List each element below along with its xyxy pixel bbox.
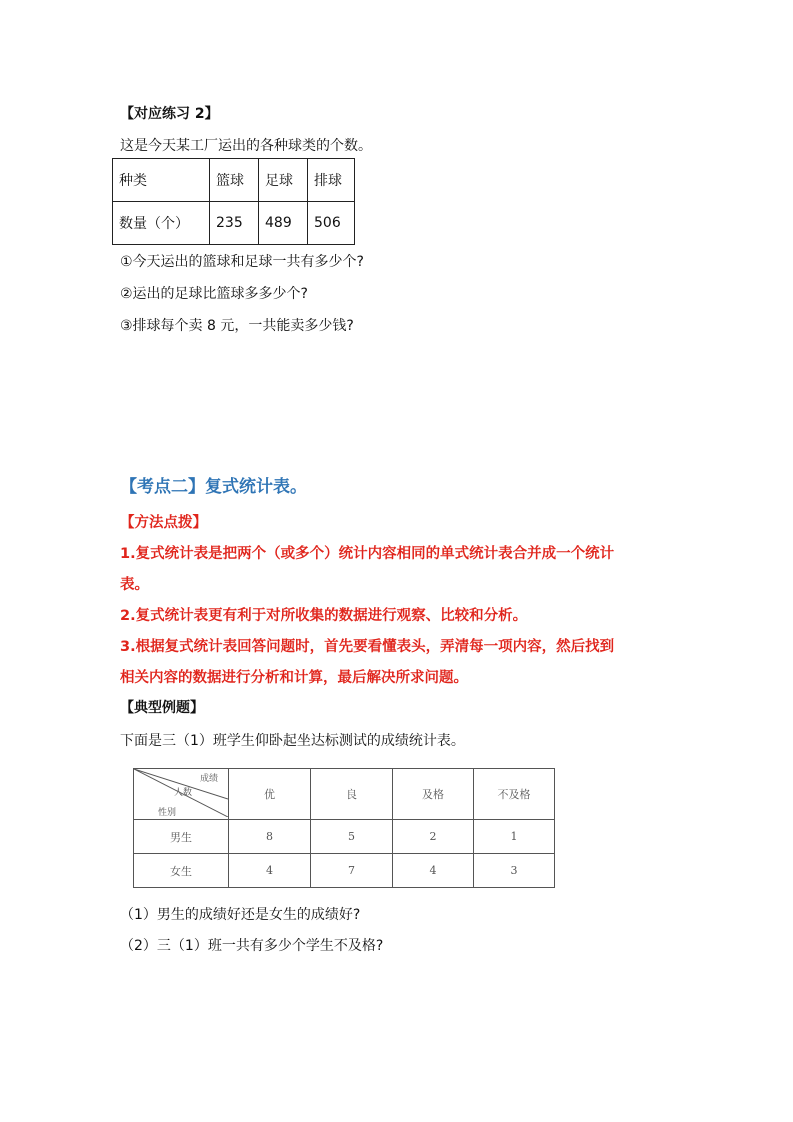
example-question-2: （2）三（1）班一共有多少个学生不及格? — [120, 938, 384, 954]
example-question-1: （1）男生的成绩好还是女生的成绩好? — [120, 907, 361, 923]
table-cell: 3 — [474, 854, 555, 888]
table-row-label: 男生 — [134, 820, 229, 854]
corner-label-count: 人数 — [174, 788, 193, 798]
table-header-cell: 足球 — [259, 159, 308, 202]
table-cell: 506 — [308, 202, 355, 245]
method-line-3: 2.复式统计表更有利于对所收集的数据进行观察、比较和分析。 — [120, 608, 528, 624]
table-header-cell: 排球 — [308, 159, 355, 202]
table-row — [113, 202, 355, 245]
table-row — [134, 769, 555, 820]
table-header-cell: 不及格 — [474, 769, 555, 820]
table-cell: 7 — [311, 854, 393, 888]
method-line-4: 3.根据复式统计表回答问题时，首先要看懂表头，弄清每一项内容，然后找到 — [120, 639, 615, 655]
table-header-cell: 篮球 — [210, 159, 259, 202]
table-cell: 数量（个） — [113, 202, 210, 245]
table-cell: 4 — [393, 854, 474, 888]
table-row — [113, 159, 355, 202]
practice-intro: 这是今天某工厂运出的各种球类的个数。 — [120, 138, 372, 154]
table-cell: 1 — [474, 820, 555, 854]
table-header-cell: 良 — [311, 769, 393, 820]
table-header-cell: 种类 — [113, 159, 210, 202]
method-line-5: 相关内容的数据进行分析和计算，最后解决所求问题。 — [120, 670, 468, 686]
table-row — [134, 854, 555, 888]
example-intro: 下面是三（1）班学生仰卧起坐达标测试的成绩统计表。 — [120, 733, 465, 749]
table-cell: 235 — [210, 202, 259, 245]
table-cell: 489 — [259, 202, 308, 245]
method-line-1: 1.复式统计表是把两个（或多个）统计内容相同的单式统计表合并成一个统计 — [120, 546, 615, 562]
table-cell: 4 — [229, 854, 311, 888]
table-header-cell: 及格 — [393, 769, 474, 820]
corner-label-gender: 性别 — [158, 808, 177, 818]
example-heading: 【典型例题】 — [120, 700, 204, 716]
practice-question-2: ②运出的足球比篮球多多少个? — [120, 286, 308, 302]
score-table — [133, 768, 555, 888]
table-row-label: 女生 — [134, 854, 229, 888]
section-title: 【考点二】复式统计表。 — [120, 477, 307, 497]
table-cell: 2 — [393, 820, 474, 854]
table-cell: 8 — [229, 820, 311, 854]
ball-count-table — [112, 158, 355, 245]
method-line-2: 表。 — [120, 577, 149, 593]
practice-heading: 【对应练习 2】 — [120, 106, 219, 122]
table-row — [134, 820, 555, 854]
table-cell: 5 — [311, 820, 393, 854]
table-header-cell: 优 — [229, 769, 311, 820]
corner-label-score: 成绩 — [200, 774, 219, 784]
table-corner-header — [134, 769, 229, 820]
practice-question-3: ③排球每个卖 8 元，一共能卖多少钱? — [120, 318, 354, 334]
method-heading: 【方法点拨】 — [120, 515, 207, 531]
practice-question-1: ①今天运出的篮球和足球一共有多少个? — [120, 254, 364, 270]
